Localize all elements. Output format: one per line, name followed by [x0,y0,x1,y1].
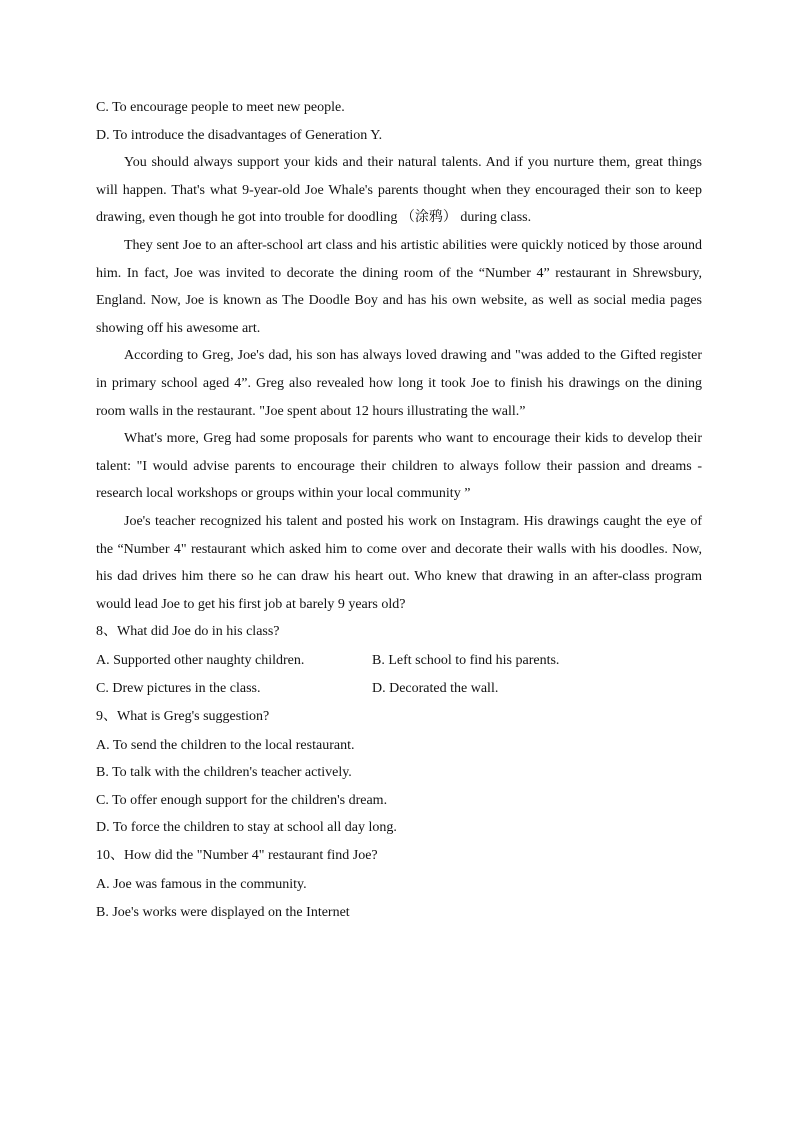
passage-paragraph-4: What's more, Greg had some proposals for parents who want to encourage their kids to develop their talent: "I would advise parents to encourage their children to always follow their passion and dreams - research local workshops or groups within your local community ” [96,431,702,502]
question-9-option-c: C. To offer enough support for the children's dream. [96,792,388,808]
question-10-option-a: A. Joe was famous in the community. [96,877,307,893]
prev-option-c: C. To encourage people to meet new people. [96,100,345,115]
question-8-option-b: B. Left school to find his parents. [372,653,560,669]
prev-option-d: D. To introduce the disadvantages of Generation Y. [96,127,383,143]
question-8: 8、What did Joe do in his class? [96,624,280,640]
question-9: 9、What is Greg's suggestion? [96,708,270,724]
passage-paragraph-1: You should always support your kids and their natural talents. And if you nurture them, great things will happen. That's what 9-year-old Joe Whale's parents thought when they encouraged their son to keep drawing, even though he got into trouble for doodling （涂鸦） during class. [96,155,702,226]
question-8-options-row-2 [96,675,702,703]
question-8-options-row-1 [96,647,702,675]
passage-paragraph-5: Joe's teacher recognized his talent and posted his work on Instagram. His drawings caught the eye of the “Number 4" restaurant which asked him to come over and decorate their walls with his doodles. Now, his dad drives him there so he can draw his heart out. Who knew that drawing in an after-class program would lead Joe to get his first job at barely 9 years old? [96,513,702,612]
question-8-option-a: A. Supported other naughty children. [96,653,305,669]
document-page [96,94,702,926]
passage-paragraph-3: According to Greg, Joe's dad, his son has always loved drawing and "was added to the Gifted register in primary school aged 4”. Greg also revealed how long it took Joe to finish his drawings on the dining room walls in the restaurant. "Joe spent about 12 hours illustrating the wall.” [96,348,702,419]
question-9-option-d: D. To force the children to stay at school all day long. [96,820,397,836]
question-9-option-a: A. To send the children to the local restaurant. [96,737,355,753]
question-9-option-b: B. To talk with the children's teacher actively. [96,765,352,781]
question-8-option-d: D. Decorated the wall. [372,680,499,696]
passage-paragraph-2: They sent Joe to an after-school art class and his artistic abilities were quickly noticed by those around him. In fact, Joe was invited to decorate the dining room of the “Number 4” restaurant in Shrewsbury, England. Now, Joe is known as The Doodle Boy and has his own website, as well as social media pages showing off his awesome art. [96,237,702,336]
question-10: 10、How did the "Number 4" restaurant find Joe? [96,848,378,864]
question-8-option-c: C. Drew pictures in the class. [96,680,261,696]
question-10-option-b: B. Joe's works were displayed on the Internet [96,904,350,920]
